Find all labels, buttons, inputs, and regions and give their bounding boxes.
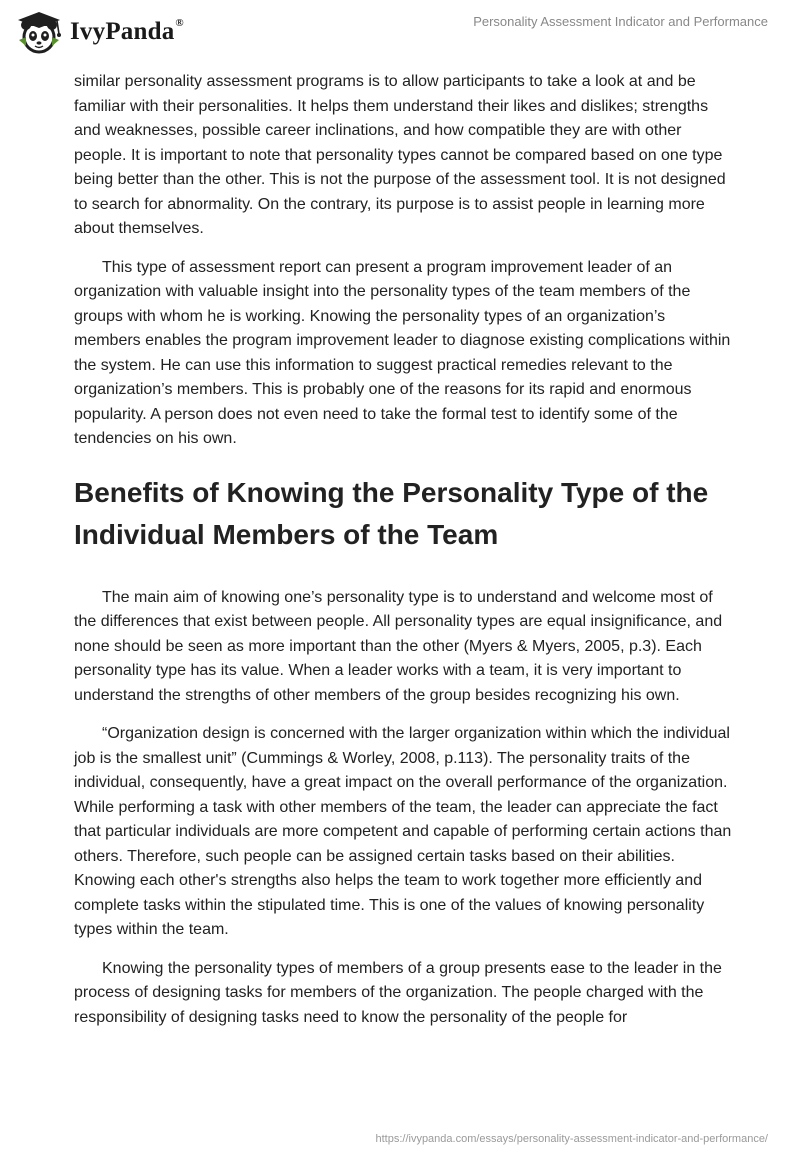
paragraph: similar personality assessment programs is to allow participants to take a look at and be familiar with their personalities. It helps them understand their likes and dislikes; strengths and weaknesses, possible career inclinations, and how compatible they are with other people. It is important to note that personality types cannot be compared based on one type being better than the other. This is not the purpose of the assessment tool. It is not designed to search for abnormality. On the contrary, its purpose is to assist people in learning more about themselves.	[74, 73, 726, 237]
document-title: Personality Assessment Indicator and Performance	[473, 14, 768, 29]
source-url[interactable]: https://ivypanda.com/essays/personality-assessment-indicator-and-performance/	[375, 1133, 768, 1145]
brand-name: IvyPanda®	[70, 16, 184, 45]
paragraph: This type of assessment report can present a program improvement leader of an organization with valuable insight into the personality types of the team members of the groups with whom he is working. Knowing the personality types of an organization’s members enables the program improvement leader to diagnose existing complications within the system. He can use this information to suggest practical remedies relevant to the organization’s members. This is probably one of the reasons for its rapid and enormous popularity. A person does not even need to take the formal test to identify some of the tendencies on his own.	[74, 258, 731, 447]
page-header	[0, 0, 800, 64]
brand-logo[interactable]	[14, 10, 184, 54]
paragraph: Knowing the personality types of members of a group presents ease to the leader in the process of designing tasks for members of the organization. The people charged with the responsibility of designing tasks need to know the personality of the people for	[74, 959, 722, 1026]
article-body	[74, 70, 734, 1044]
paragraph: The main aim of knowing one’s personality type is to understand and welcome most of the differences that exist between people. All personality types are equal insignificance, and none should be seen as more important than the other (Myers & Myers, 2005, p.3). Each personality type has its value. When a leader works with a team, it is very important to understand the strengths of other members of the group besides recognizing his own.	[74, 588, 723, 704]
panda-logo-icon	[14, 10, 64, 54]
section-heading: Benefits of Knowing the Personality Type of the Individual Members of the Team	[74, 476, 709, 550]
paragraph: “Organization design is concerned with the larger organization within which the individual job is the smallest unit” (Cummings & Worley, 2008, p.113). The personality traits of the individual, consequently, have a great impact on the overall performance of the organization. While performing a task with other members of the team, the leader can appreciate the fact that particular individuals are more competent and capable of performing certain actions than others. Therefore, such people can be assigned certain tasks based on their abilities. Knowing each other's strengths also helps the team to work together more efficiently and complete tasks within the stipulated time. This is one of the values of knowing personality types within the team.	[74, 725, 732, 938]
